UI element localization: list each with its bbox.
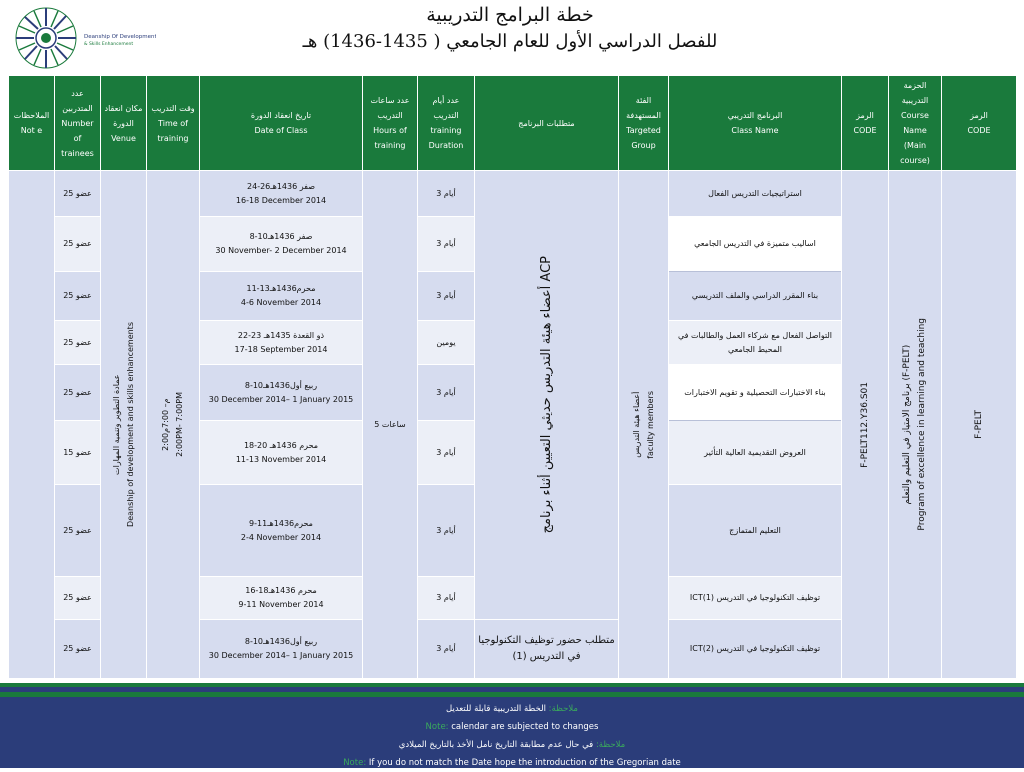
page-title: خطة البرامج التدريبية [426,4,594,26]
date-cell: 11-13محرم1436هـ 4-6 November 2014 [200,272,363,321]
duration-cell: 3 أيام [418,577,475,620]
header-code: الرمز CODE [842,76,889,171]
date-cell: 8-10صفر 1436هـ 30 November- 2 December 2014 [200,217,363,272]
date-cell: 24-26صفر 1436هـ 16-18 December 2014 [200,171,363,217]
time-cell: 2:00م– 7:00م 2:00PM- 7:00PM [147,171,200,679]
header-duration: عدد أيام التدريب training Duration [418,76,475,171]
header-time: وقت التدريب Time of training [147,76,200,171]
trainees-cell: 25 عضو [55,171,101,217]
footer-note: ملاحظة: في حال عدم مطابقة التاريخ نامل الأخذ بالتاريخ الميلادي [398,740,626,750]
program-name-cell: اساليب متميزة في التدريس الجامعي [669,217,842,272]
requirements-cell: أعضاء هيئة التدريس حديثي التعيين أثناء برنامج ACP [475,171,619,620]
footer-note: Note: If you do not match the Date hope the introduction of the Gregorian date [343,758,681,768]
header-venue: مكان انعقاد الدورة Venue [101,76,147,171]
header-target: الفئة المستهدفة Targeted Group [619,76,669,171]
duration-cell: 3 أيام [418,620,475,679]
trainees-cell: 25 عضو [55,485,101,577]
date-cell: 8-10ربيع أول1436هـ 30 December 2014– 1 January 2015 [200,620,363,679]
program-name-cell: توظيف التكنولوجيا في التدريس ICT(1) [669,577,842,620]
trainees-cell: 25 عضو [55,365,101,421]
program-name-cell: بناء المقرر الدراسي والملف التدريسي [669,272,842,321]
header-row [9,76,1017,171]
date-cell: 8-10ربيع أول1436هـ 30 December 2014– 1 January 2015 [200,365,363,421]
target-cell: أعضاء هيئة التدريس faculty members [619,171,669,679]
program-name-cell: بناء الاختبارات التحصيلية و تقويم الاختبارات [669,365,842,421]
header-requirements: متطلبات البرنامج [475,76,619,171]
header-package: الحزمة التدريبية Course Name (Main course) [889,76,942,171]
footer-note: Note: calendar are subjected to changes [425,722,599,732]
header-date: تاريخ انعقاد الدورة Date of Class [200,76,363,171]
footer-notes [0,700,1024,772]
duration-cell: يومين [418,321,475,365]
duration-cell: 3 أيام [418,365,475,421]
svg-text:Deanship Of Development: Deanship Of Development [84,34,156,40]
program-name-cell: التواصل الفعال مع شركاء العمل والطالبات في المحيط الجامعي [669,321,842,365]
duration-cell: 3 أيام [418,217,475,272]
svg-text:& Skills Enhancement: & Skills Enhancement [84,42,134,47]
duration-cell: 3 أيام [418,272,475,321]
trainees-cell: 15 عضو [55,421,101,485]
trainees-cell: 25 عضو [55,272,101,321]
program-name-cell: استراتيجيات التدريس الفعال [669,171,842,217]
code2-cell: F-PELT [942,171,1017,679]
program-name-cell: توظيف التكنولوجيا في التدريس ICT(2) [669,620,842,679]
header-program: البرنامج التدريبي Class Name [669,76,842,171]
footer-stripe-top [0,683,1024,687]
hours-cell: 5 ساعات [363,171,418,679]
code-cell: F-PELT112.Y36.S01 [842,171,889,679]
requirements-cell-last: متطلب حضور توظيف التكنولوجيا في التدريس (1) [475,620,619,679]
header-trainees: عدد المتدربين Number of trainees [55,76,101,171]
program-name-cell: التعليم المتمازج [669,485,842,577]
table-row [9,171,1017,217]
header-notes: الملاحظات Not e [9,76,55,171]
duration-cell: 3 أيام [418,485,475,577]
duration-cell: 3 أيام [418,171,475,217]
notes-cell [9,171,55,679]
page-header [300,2,720,56]
date-cell: 18-20 محرم 1436هـ 11-13 November 2014 [200,421,363,485]
training-plan-table [8,75,1017,679]
duration-cell: 3 أيام [418,421,475,485]
header-hours: عدد ساعات التدريب Hours of training [363,76,418,171]
footer-note: ملاحظة: الخطة التدريبية قابلة للتعديل [446,704,578,714]
trainees-cell: 25 عضو [55,577,101,620]
package-cell: برنامج الامتياز في التعليم والتعلم (F-PELT) Program of excellence in learning and teaching [889,171,942,679]
trainees-cell: 25 عضو [55,217,101,272]
deanship-logo [6,2,156,74]
venue-cell: عمادة التطوير وتنمية المهارات Deanship of development and skills enhancements [101,171,147,679]
date-cell: 9-11محرم1436هـ 2-4 November 2014 [200,485,363,577]
program-name-cell: العروض التقديمية العالية التأثير [669,421,842,485]
page-subtitle: للفصل الدراسي الأول للعام الجامعي ( 1435-1436) هـ [302,31,718,52]
footer-stripe-bottom [0,692,1024,697]
date-cell: 22-23 ذو القعدة 1435هـ 17-18 September 2014 [200,321,363,365]
header-code2: الرمز CODE [942,76,1017,171]
trainees-cell: 25 عضو [55,620,101,679]
trainees-cell: 25 عضو [55,321,101,365]
logo-emblem-icon [6,2,156,74]
date-cell: 16-18محرم 1436هـ 9-11 November 2014 [200,577,363,620]
